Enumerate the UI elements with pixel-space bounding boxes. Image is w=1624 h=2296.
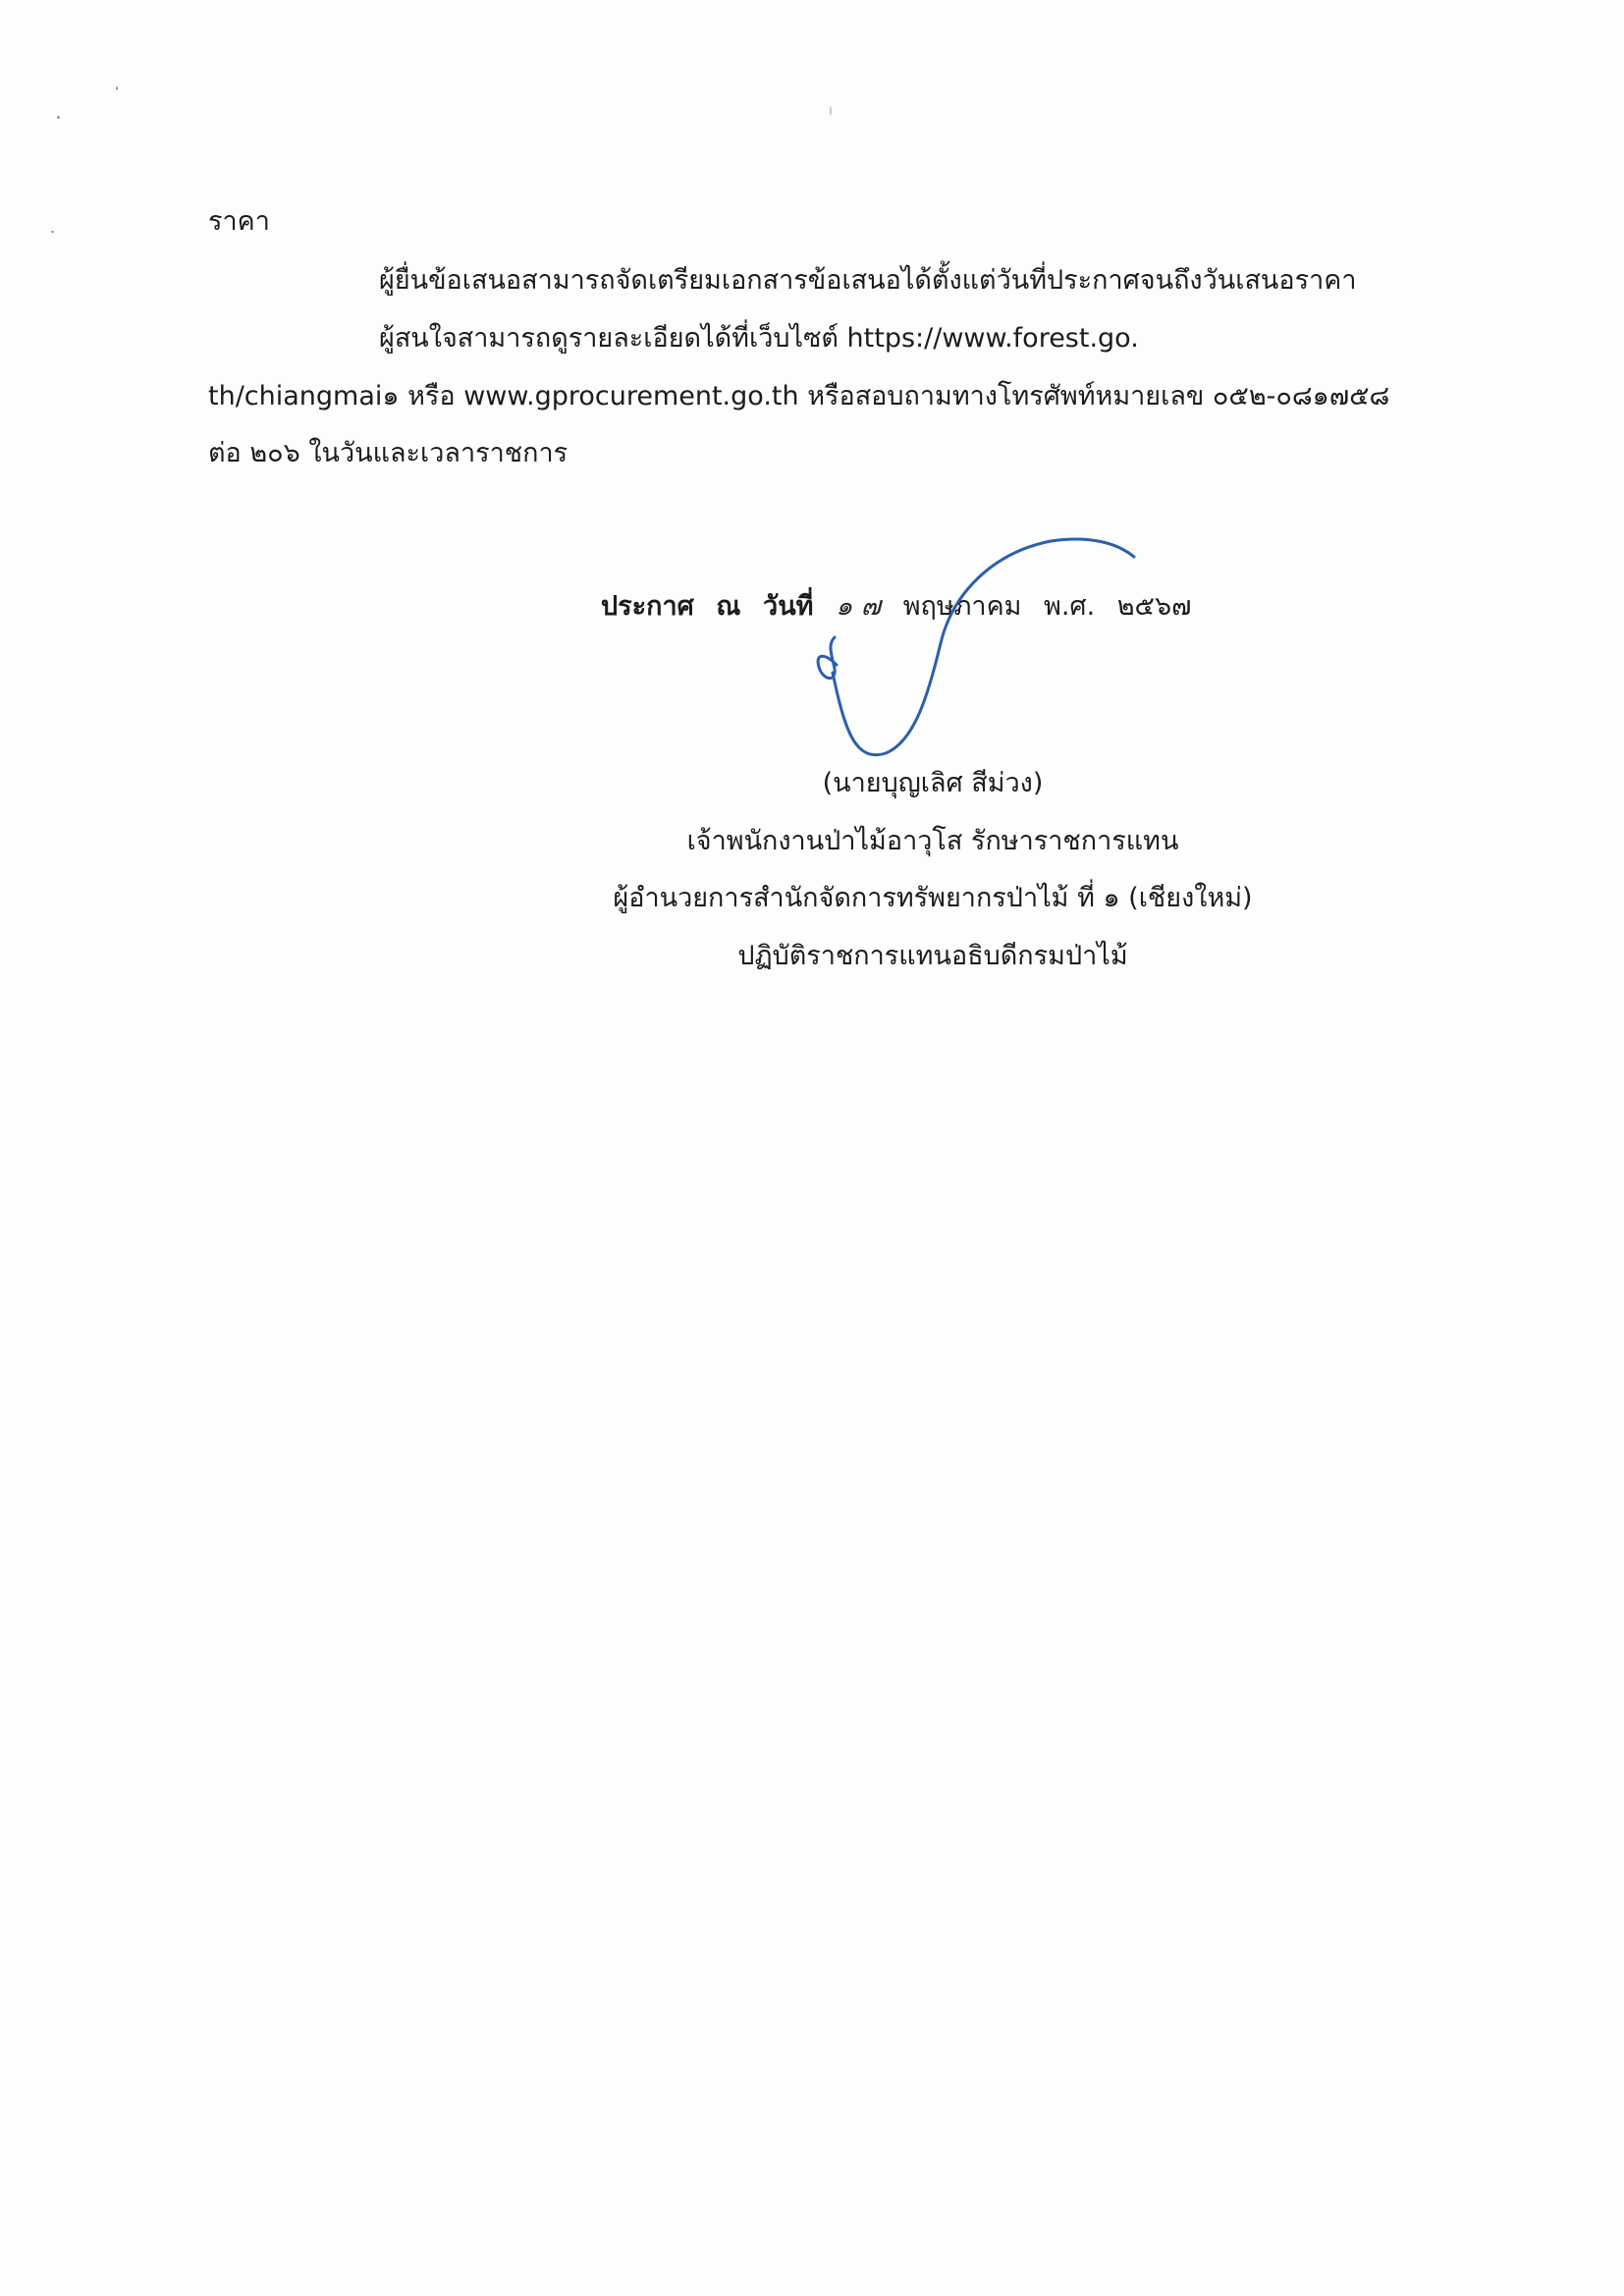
signatory-position-2: ผู้อำนวยการสำนักจัดการทรัพยากรป่าไม้ ที่ ๑ (เชียงใหม่) xyxy=(613,883,1253,913)
signature-stroke-main xyxy=(833,539,1134,755)
announcement-at: ณ xyxy=(716,591,741,622)
scan-speck xyxy=(830,106,832,116)
announcement-label: ประกาศ xyxy=(601,591,694,622)
announcement-date-label: วันที่ xyxy=(763,591,814,622)
signatory-name: (นายบุญเลิศ สีม่วง) xyxy=(822,768,1044,798)
announcement-year: ๒๕๖๗ xyxy=(1116,591,1192,622)
paragraph-line-2: ผู้สนใจสามารถดูรายละเอียดได้ที่เว็บไซต์ https://www.forest.go. xyxy=(379,323,1139,354)
paragraph-line-3: th/chiangmai๑ หรือ www.gprocurement.go.th หรือสอบถามทางโทรศัพท์หมายเลข ๐๕๒-๐๘๑๗๕๘ xyxy=(208,381,1390,411)
announcement-era: พ.ศ. xyxy=(1044,591,1096,622)
signatory-position-1: เจ้าพนักงานป่าไม้อาวุโส รักษาราชการแทน xyxy=(686,826,1179,856)
scan-speck xyxy=(116,86,118,90)
handwritten-signature xyxy=(805,535,1159,771)
signatory-position-3: ปฏิบัติราชการแทนอธิบดีกรมป่าไม้ xyxy=(737,941,1128,971)
scan-speck xyxy=(57,116,60,119)
signature-stroke-loop xyxy=(818,637,837,679)
header-word: ราคา xyxy=(208,206,270,237)
scan-speck xyxy=(51,231,54,233)
announcement-day: ๑ ๗ xyxy=(836,591,882,622)
announcement-month: พฤษภาคม xyxy=(902,591,1022,622)
paragraph-line-4: ต่อ ๒๐๖ ในวันและเวลาราชการ xyxy=(208,438,568,468)
paragraph-line-1: ผู้ยื่นข้อเสนอสามารถจัดเตรียมเอกสารข้อเสนอได้ตั้งแต่วันที่ประกาศจนถึงวันเสนอราคา xyxy=(379,265,1357,296)
